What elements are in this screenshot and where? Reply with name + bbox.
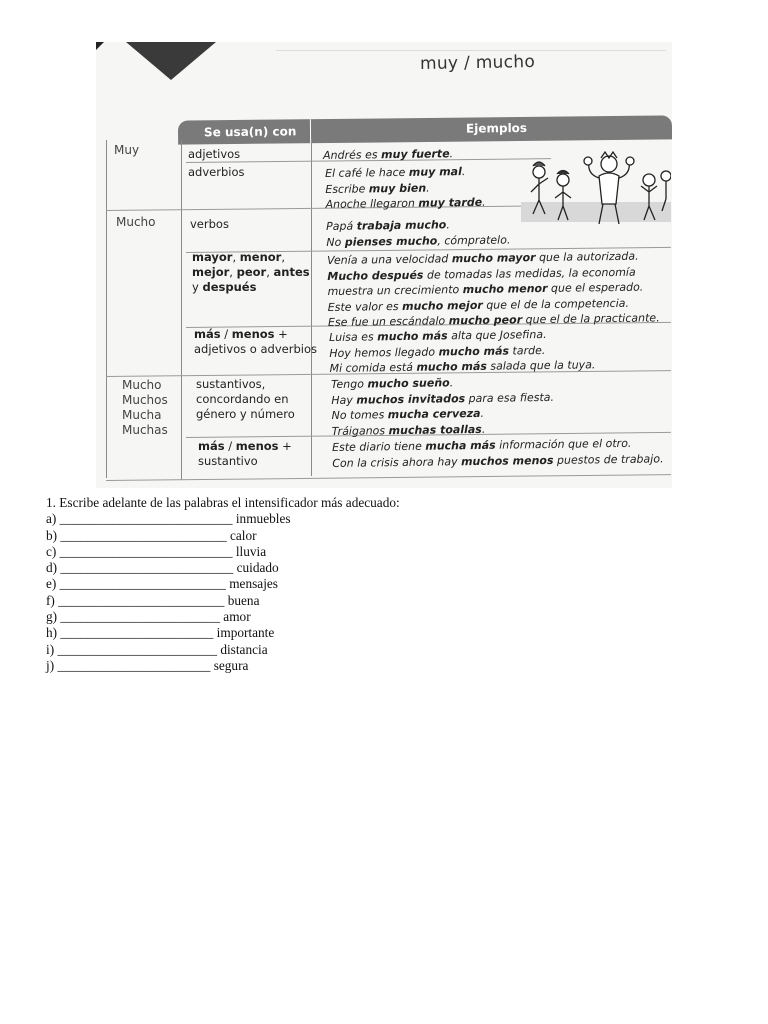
word-cell	[122, 378, 168, 438]
examples-cell	[331, 374, 555, 439]
item-letter: g)	[46, 609, 58, 625]
item-word: mensajes	[229, 576, 278, 592]
answer-blank[interactable]: __________________________	[60, 560, 234, 576]
cell-line: Anoche llegaron muy tarde.	[325, 195, 486, 211]
uses-cell	[188, 165, 244, 180]
examples-cell	[326, 216, 511, 250]
cell-line: Con la crisis ahora hay muchos menos puestos de trabajo.	[332, 451, 664, 470]
corner-mark	[96, 42, 104, 50]
answer-blank[interactable]: _______________________	[60, 625, 214, 641]
textbook-scan	[96, 42, 672, 488]
item-word: importante	[216, 625, 275, 641]
exercise-item	[46, 625, 400, 641]
cell-line: Mi comida está mucho más salada que la tuya.	[329, 358, 596, 375]
header-uses: Se usa(n) con	[203, 124, 297, 140]
uses-cell	[192, 250, 310, 295]
cell-line: Mucho	[122, 378, 162, 392]
item-word: lluvia	[235, 543, 267, 559]
exercise-item	[46, 560, 400, 576]
grid-line	[181, 140, 182, 480]
cell-line: Muchos	[122, 393, 168, 407]
cell-line: y después	[192, 280, 257, 294]
cell-line: Tráiganos muchas toallas.	[331, 422, 486, 438]
scan-title: muy / mucho	[419, 51, 536, 75]
answer-blank[interactable]: ________________________	[57, 641, 218, 657]
header-examples: Ejemplos	[465, 120, 528, 136]
exercise-item	[46, 576, 400, 592]
item-word: calor	[229, 527, 257, 543]
cell-line: adjetivos o adverbios	[194, 342, 317, 356]
item-letter: j)	[46, 657, 55, 673]
cell-line: muestra un crecimiento mucho menor que el esperado.	[327, 280, 644, 298]
cell-line: Tengo mucho sueño.	[331, 376, 454, 391]
exercise-item	[46, 658, 400, 674]
cell-line: sustantivos,	[196, 377, 266, 391]
item-letter: d)	[46, 560, 58, 576]
cell-line: sustantivo	[198, 454, 258, 468]
cell-line: Este valor es mucho mejor que el de la competencia.	[327, 296, 630, 314]
cell-line: Papá trabaja mucho.	[326, 218, 450, 233]
answer-blank[interactable]: __________________________	[59, 511, 233, 527]
cell-line: adjetivos	[188, 147, 241, 161]
cell-line: Venía a una velocidad mucho mayor que la autorizada.	[327, 249, 639, 267]
cell-line: concordando en	[196, 392, 289, 406]
cell-line: género y número	[196, 407, 295, 421]
title-rule	[276, 50, 666, 51]
cell-line: Hay muchos invitados para esa fiesta.	[331, 390, 555, 407]
cell-line: Ese fue un escándalo mucho peor que el de la practicante.	[327, 311, 660, 329]
grid-line	[311, 140, 312, 476]
exercise-section	[46, 495, 400, 674]
cell-line: El café le hace muy mal.	[325, 165, 466, 180]
uses-cell	[198, 439, 292, 469]
examples-cell	[327, 248, 660, 330]
cell-line: Luisa es mucho más alta que Josefina.	[329, 327, 547, 344]
cell-line: Mucho después de tomadas las medidas, la economía	[327, 265, 636, 283]
cell-line: más / menos +	[198, 439, 292, 453]
answer-blank[interactable]: _________________________	[60, 527, 227, 543]
item-word: amor	[223, 609, 251, 625]
cartoon-figures-illustration	[521, 150, 671, 240]
uses-cell	[194, 327, 317, 357]
cell-line: Mucha	[122, 408, 162, 422]
item-word: inmuebles	[235, 511, 291, 527]
item-letter: a)	[46, 511, 57, 527]
cell-line: No tomes mucha cerveza.	[331, 406, 485, 422]
exercise-instruction: 1. Escribe adelante de las palabras el intensificador más adecuado:	[46, 495, 400, 510]
exercise-item	[46, 642, 400, 658]
uses-cell	[196, 377, 295, 422]
cell-line: No pienses mucho, cómpratelo.	[326, 232, 511, 249]
cell-line: Muy	[114, 143, 140, 157]
uses-cell	[188, 147, 240, 162]
cell-line: Andrés es muy fuerte.	[323, 147, 454, 162]
cell-line: Muchas	[122, 423, 168, 437]
cell-line: Mucho	[116, 215, 156, 229]
cell-line: Escribe muy bien.	[325, 181, 430, 196]
corner-decoration	[126, 42, 216, 80]
cell-line: más / menos +	[194, 327, 288, 341]
answer-blank[interactable]: _________________________	[58, 592, 225, 608]
examples-cell	[332, 435, 664, 471]
word-cell	[114, 143, 139, 158]
table-header	[178, 115, 672, 144]
cell-line: mejor, peor, antes	[192, 265, 310, 279]
grid-line	[106, 474, 671, 481]
item-word: cuidado	[236, 560, 279, 576]
item-word: buena	[227, 592, 260, 608]
item-letter: f)	[46, 592, 55, 608]
word-cell	[116, 215, 156, 230]
examples-cell	[323, 146, 453, 163]
answer-blank[interactable]: __________________________	[59, 543, 233, 559]
cell-line: verbos	[190, 217, 229, 231]
exercise-item	[46, 593, 400, 609]
exercise-item	[46, 544, 400, 560]
exercise-items	[46, 511, 400, 674]
exercise-item	[46, 511, 400, 527]
cell-line: mayor, menor,	[192, 250, 285, 264]
cell-line: Este diario tiene mucha más información que el otro.	[332, 436, 632, 454]
item-word: distancia	[220, 641, 268, 657]
answer-blank[interactable]: _________________________	[59, 576, 226, 592]
examples-cell	[329, 326, 595, 376]
item-letter: h)	[46, 625, 58, 641]
answer-blank[interactable]: ________________________	[60, 609, 220, 625]
item-letter: c)	[46, 543, 57, 559]
examples-cell	[325, 164, 486, 213]
item-letter: b)	[46, 527, 58, 543]
answer-blank[interactable]: _______________________	[57, 657, 211, 673]
cell-line: Hoy hemos llegado mucho más tarde.	[329, 343, 546, 360]
exercise-item	[46, 609, 400, 625]
exercise-item	[46, 528, 400, 544]
item-letter: i)	[46, 641, 55, 657]
item-letter: e)	[46, 576, 57, 592]
item-word: segura	[213, 657, 249, 673]
cell-line: adverbios	[188, 165, 245, 179]
grid-line	[106, 140, 107, 478]
uses-cell	[190, 217, 229, 232]
